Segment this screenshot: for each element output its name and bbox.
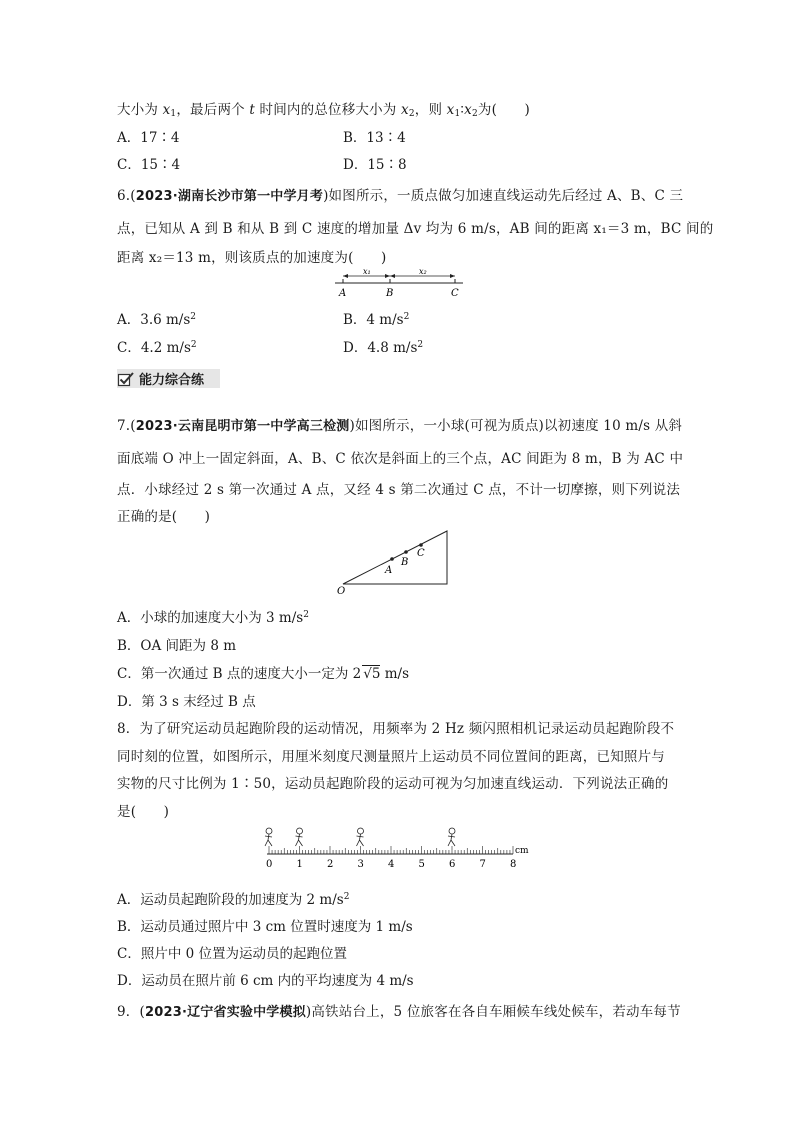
q6-seg2-label: x₂: [419, 268, 427, 276]
q8-option-b: B．运动员通过照片中 3 cm 位置时速度为 1 m/s: [117, 919, 413, 935]
runner-figure: [448, 828, 455, 846]
ruler-tick-label: 5: [418, 859, 425, 870]
ruler-tick-label: 7: [479, 859, 486, 870]
q8-ruler-figure: [255, 822, 535, 880]
q8-line-1: 8．为了研究运动员起跑阶段的运动情况，用频率为 2 Hz 频闪照相机记录运动员起跑阶段不: [117, 721, 675, 737]
q7-source: 2023·云南昆明市第一中学高三检测: [135, 419, 350, 434]
q7-point-b: B: [401, 557, 409, 568]
runner-figure: [265, 828, 272, 846]
ruler-tick-label: 3: [357, 859, 364, 870]
q6-line-1: 6.(2023·湖南长沙市第一中学月考)如图所示，一质点做匀加速直线运动先后经过 A、B、C 三: [117, 188, 684, 204]
q7-line-3: 点．小球经过 2 s 第一次通过 A 点，又经 4 s 第二次通过 C 点，不计一切摩擦，则下列说法: [117, 482, 681, 498]
q7-line-2: 面底端 O 冲上一固定斜面，A、B、C 依次是斜面上的三个点，AC 间距为 8 m，B 为 AC 中: [117, 451, 684, 467]
q7-point-a: A: [385, 565, 393, 576]
ruler-unit-label: cm: [515, 846, 529, 856]
q7-option-c: C．第一次通过 B 点的速度大小一定为 2 √5 m/s: [117, 666, 410, 682]
runner-figure: [357, 828, 364, 846]
section-header: [117, 369, 220, 388]
ruler-tick-label: 6: [449, 859, 456, 870]
q7-line-1: 7.(2023·云南昆明市第一中学高三检测)如图所示，一小球(可视为质点)以初速度 10 m/s 从斜: [117, 418, 683, 434]
q6-point-c: C: [451, 288, 459, 299]
runner-figure: [296, 828, 303, 846]
q7-point-c: C: [417, 548, 425, 559]
q6-line-3: 距离 x₂＝13 m，则该质点的加速度为( ): [117, 250, 387, 266]
q6-source: 2023·湖南长沙市第一中学月考: [135, 189, 324, 204]
ruler-tick-label: 0: [266, 859, 273, 870]
q9-source: 2023·辽宁省实验中学模拟: [144, 1005, 306, 1020]
q5-stem: 大小为 $x_1$，最后两个 t 时间内的总位移大小为 $x_2$，则 $x_1∶x_2$为( ): [117, 102, 530, 119]
q5-option-b: B．13∶4: [343, 130, 406, 146]
q8-line-4: 是( ): [117, 804, 170, 820]
q7-option-a: A．小球的加速度大小为 3 $m/s^2$: [117, 610, 309, 626]
q6-seg1-label: x₁: [363, 268, 371, 276]
q5-option-c: C．15∶4: [117, 157, 181, 173]
q6-option-c: C．4.2 $m/s^2$: [117, 340, 197, 356]
q5-option-d: D．15∶8: [343, 157, 407, 173]
q7-incline-figure: [335, 528, 455, 598]
ruler-tick-label: 1: [296, 859, 303, 870]
q8-line-3: 实物的尺寸比例为 1∶50，运动员起跑阶段的运动可视为匀加速直线运动．下列说法正确的: [117, 776, 669, 792]
q6-option-d: D．4.8 $m/s^2$: [343, 340, 424, 356]
q6-point-a: A: [339, 288, 347, 299]
q8-line-2: 同时刻的位置，如图所示，用厘米刻度尺测量照片上运动员不同位置间的距离，已知照片与: [117, 749, 665, 765]
q7-line-4: 正确的是( ): [117, 509, 211, 525]
ruler-tick-label: 2: [327, 859, 334, 870]
q6-line-2: 点，已知从 A 到 B 和从 B 到 C 速度的增加量 Δv 均为 6 m/s，AB 间的距离 x₁＝3 m，BC 间的: [117, 221, 714, 237]
q6-option-b: B．4 $m/s^2$: [343, 312, 410, 328]
q6-option-a: A．3.6 $m/s^2$: [117, 312, 197, 328]
q9-line-1: 9．(2023·辽宁省实验中学模拟)高铁站台上，5 位旅客在各自车厢候车线处候车，若动车每节: [117, 1004, 681, 1020]
q6-point-b: B: [386, 288, 394, 299]
q6-line-figure: [325, 268, 475, 300]
q8-option-c: C．照片中 0 位置为运动员的起跑位置: [117, 946, 348, 962]
q7-option-b: B．OA 间距为 8 m: [117, 638, 237, 654]
q7-point-o: O: [337, 586, 346, 597]
q7-option-d: D．第 3 s 末经过 B 点: [117, 694, 256, 710]
checkbox-check-icon: [117, 371, 135, 387]
q8-option-a: A．运动员起跑阶段的加速度为 2 $m/s^2$: [117, 892, 350, 908]
ruler-tick-label: 4: [388, 859, 395, 870]
q5-option-a: A．17∶4: [117, 130, 180, 146]
section-title: 能力综合练: [139, 373, 205, 388]
radical-symbol: √: [363, 666, 372, 682]
q8-option-d: D．运动员在照片前 6 cm 内的平均速度为 4 m/s: [117, 973, 414, 989]
ruler-tick-label: 8: [510, 859, 517, 870]
